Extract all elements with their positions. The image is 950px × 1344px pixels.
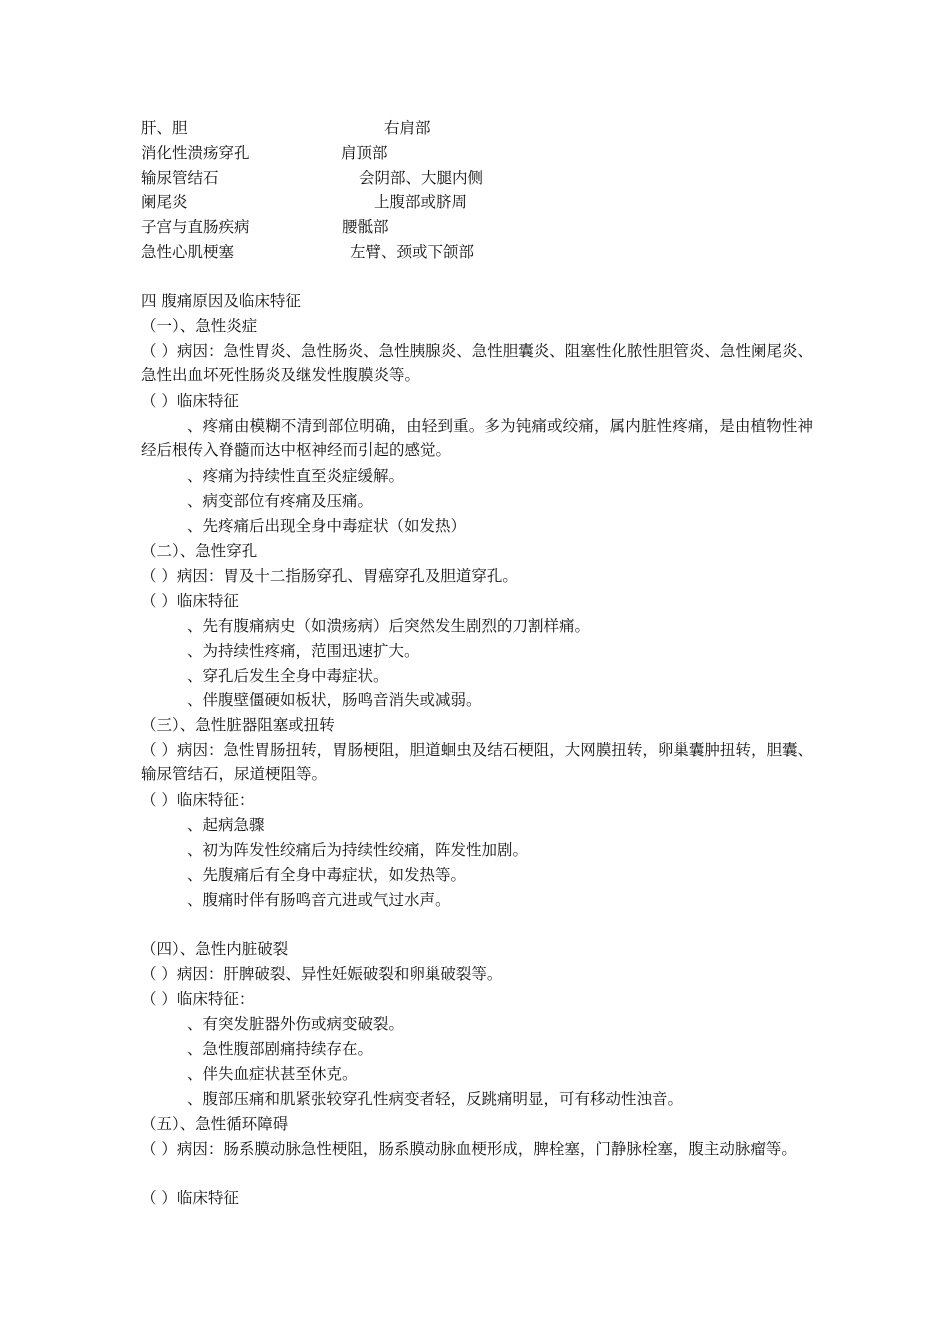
- cause-paragraph: （ ）病因：肠系膜动脉急性梗阻，肠系膜动脉血梗形成，脾栓塞，门静脉栓塞，腹主动脉瘤等。: [141, 1140, 797, 1158]
- subsection-heading: （四）、急性内脏破裂: [141, 940, 289, 958]
- feature-item: 、腹部压痛和肌紧张较穿孔性病变者轻，反跳痛明显，可有移动性浊音。: [187, 1090, 684, 1108]
- features-label: （ ）临床特征: [141, 1189, 239, 1207]
- feature-item: 、为持续性疼痛，范围迅速扩大。: [187, 642, 420, 660]
- subsection-heading: （五）、急性循环障碍: [141, 1115, 289, 1133]
- feature-item: 、急性腹部剧痛持续存在。: [187, 1040, 374, 1058]
- subsection-heading: （三）、急性脏器阻塞或扭转: [141, 716, 335, 734]
- pain-area: 左臂、颈或下颌部: [350, 243, 475, 261]
- feature-item: 、伴失血症状甚至休克。: [187, 1065, 358, 1083]
- organ-name: 消化性溃疡穿孔: [141, 144, 250, 162]
- cause-paragraph: （ ）病因：急性胃炎、急性肠炎、急性胰腺炎、急性胆囊炎、阻塞性化脓性胆管炎、急性阑尾炎、急性出血坏死性肠炎及继发性腹膜炎等。: [141, 342, 813, 384]
- pain-area: 上腹部或脐周: [374, 193, 468, 211]
- organ-name: 输尿管结石: [141, 169, 219, 187]
- organ-name: 急性心肌梗塞: [141, 243, 235, 261]
- pain-area: 会阴部、大腿内侧: [359, 169, 484, 187]
- organ-name: 子宫与直肠疾病: [141, 218, 250, 236]
- feature-item: 、初为阵发性绞痛后为持续性绞痛，阵发性加剧。: [187, 841, 529, 859]
- organ-name: 肝、胆: [141, 119, 188, 137]
- features-label: （ ）临床特征: [141, 592, 239, 610]
- feature-item: 、起病急骤: [187, 816, 265, 834]
- features-label: （ ）临床特征：: [141, 791, 255, 809]
- pain-area: 肩顶部: [341, 144, 388, 162]
- section-title: 四 腹痛原因及临床特征: [141, 292, 301, 310]
- subsection-heading: （一）、急性炎症: [141, 317, 258, 335]
- features-label: （ ）临床特征：: [141, 990, 255, 1008]
- pain-area: 右肩部: [384, 119, 431, 137]
- feature-item: 、病变部位有疼痛及压痛。: [187, 492, 374, 510]
- feature-item: 、伴腹壁僵硬如板状，肠鸣音消失或减弱。: [187, 691, 482, 709]
- subsection-heading: （二）、急性穿孔: [141, 542, 258, 560]
- feature-item: 、先腹痛后有全身中毒症状，如发热等。: [187, 866, 467, 884]
- feature-item: 、疼痛由模糊不清到部位明确，由轻到重。多为钝痛或绞痛，属内脏性疼痛，是由植物性神经后根传入脊髓而达中枢神经而引起的感觉。: [141, 417, 813, 459]
- pain-area: 腰骶部: [342, 218, 389, 236]
- feature-item: 、腹痛时伴有肠鸣音亢进或气过水声。: [187, 891, 451, 909]
- cause-paragraph: （ ）病因：急性胃肠扭转，胃肠梗阻，胆道蛔虫及结石梗阻，大网膜扭转，卵巢囊肿扭转，胆囊、输尿管结石，尿道梗阻等。: [141, 741, 813, 783]
- feature-item: 、先疼痛后出现全身中毒症状（如发热）: [187, 517, 467, 535]
- feature-item: 、有突发脏器外伤或病变破裂。: [187, 1015, 405, 1033]
- cause-paragraph: （ ）病因：肝脾破裂、异性妊娠破裂和卵巢破裂等。: [141, 965, 503, 983]
- feature-item: 、疼痛为持续性直至炎症缓解。: [187, 467, 405, 485]
- feature-item: 、先有腹痛病史（如溃疡病）后突然发生剧烈的刀割样痛。: [187, 617, 591, 635]
- features-label: （ ）临床特征: [141, 392, 239, 410]
- organ-name: 阑尾炎: [141, 193, 188, 211]
- feature-item: 、穿孔后发生全身中毒症状。: [187, 667, 389, 685]
- cause-paragraph: （ ）病因：胃及十二指肠穿孔、胃癌穿孔及胆道穿孔。: [141, 567, 518, 585]
